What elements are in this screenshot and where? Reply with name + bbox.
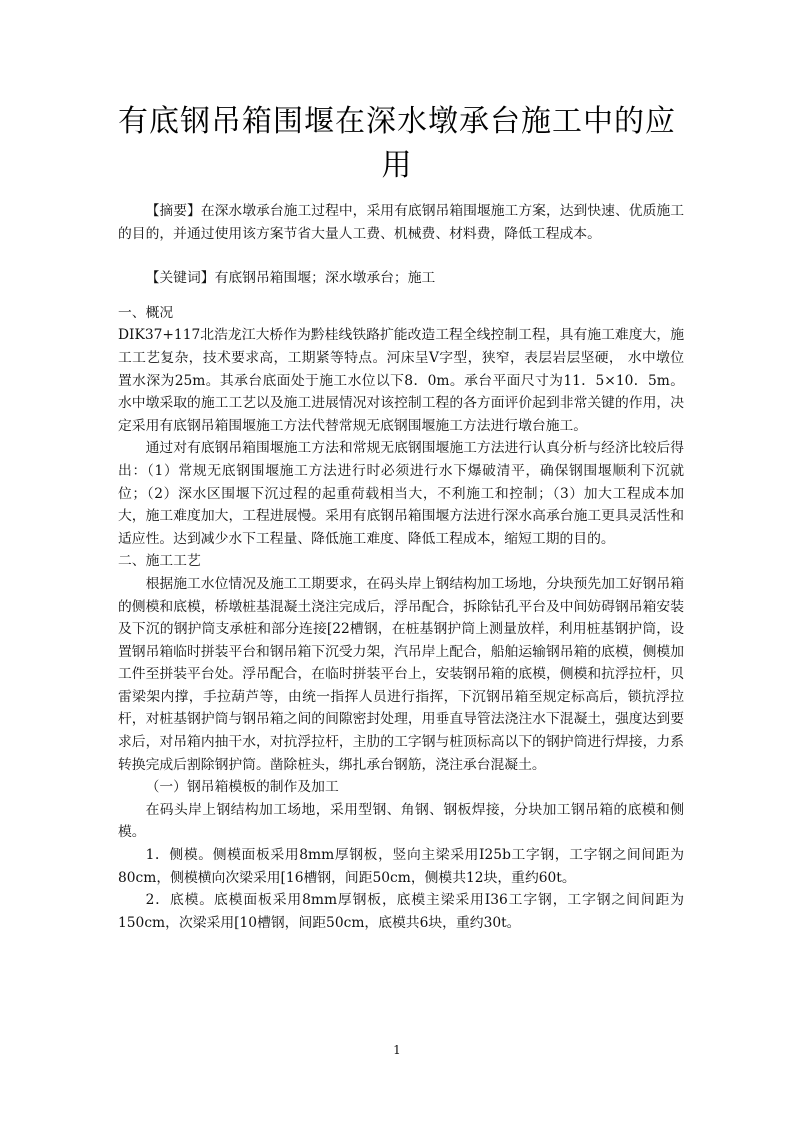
abstract-paragraph: 【摘要】在深水墩承台施工过程中，采用有底钢吊箱围堰施工方案，达到快速、优质施工的目的，并通过使用该方案节省大量人工费、机械费、材料费，降低工程成本。	[118, 203, 684, 242]
section-1-heading: 一、概况	[118, 304, 174, 321]
section-2-paragraph-1: 根据施工水位情况及施工工期要求，在码头岸上钢结构加工场地，分块预先加工好钢吊箱的侧模和底模，桥墩桩基混凝土浇注完成后，浮吊配合，拆除钻孔平台及中间妨碍钢吊箱安装及下沉的钢护筒支承桩和部分连接[22槽钢，在桩基钢护筒上测量放样，利用桩基钢护筒，设置钢吊箱临时拼装平台和钢吊箱下沉受力架，汽吊岸上配合，船舶运输钢吊箱的底模，侧模加工件至拼装平台处。浮吊配合，在临时拼装平台上，安装钢吊箱的底模，侧模和抗浮拉杆，贝雷梁架内撑，手拉葫芦等，由统一指挥人员进行指挥，下沉钢吊箱至规定标高后，锁抗浮拉杆，对桩基钢护筒与钢吊箱之间的间隙密封处理，用垂直导管法浇注水下混凝土，强度达到要求后，对吊箱内抽干水，对抗浮拉杆，主肋的工字钢与桩顶标高以下的钢护筒进行焊接，力系转换完成后割除钢护筒。凿除桩头，绑扎承台钢筋，浇注承台混凝土。	[118, 575, 684, 773]
page-number: 1	[393, 1043, 401, 1057]
section-2-heading: 二、施工工艺	[118, 553, 201, 570]
subsection-1-heading: （一）钢吊箱模板的制作及加工	[145, 779, 339, 796]
document-body	[118, 200, 684, 934]
document-title: 有底钢吊箱围堰在深水墩承台施工中的应用	[118, 104, 676, 183]
section-1-paragraph-1: DIK37+117北浩龙江大桥作为黔桂线铁路扩能改造工程全线控制工程，具有施工难度大，施工工艺复杂，技术要求高，工期紧等特点。河床呈V字型，狭窄，表层岩层坚硬， 水中墩位置水深为25m。其承台底面处于施工水位以下8．0m。承台平面尺寸为11．5×10．5m。水中墩采取的施工工艺以及施工进展情况对该控制工程的各方面评价起到非常关键的作用，决定采用有底钢吊箱围堰施工方法代替常规无底钢围堰施工方法进行墩台施工。	[118, 327, 684, 434]
keywords-paragraph: 【关键词】有底钢吊箱围堰；深水墩承台；施工	[145, 270, 436, 287]
subsection-1-paragraph: 在码头岸上钢结构加工场地，采用型钢、角钢、钢板焊接，分块加工钢吊箱的底模和侧模。	[118, 801, 684, 841]
list-item-bottom-form: 2．底模。底模面板采用8mm厚钢板，底模主梁采用I36工字钢，工字钢之间间距为150cm，次梁采用[10槽钢，间距50cm，底模共6块，重约30t。	[118, 892, 684, 931]
list-item-side-form: 1．侧模。侧模面板采用8mm厚钢板，竖向主梁采用I25b工字钢，工字钢之间间距为80cm，侧模横向次梁采用[16槽钢，间距50cm，侧模共12块，重约60t。	[118, 847, 684, 886]
section-1-paragraph-2: 通过对有底钢吊箱围堰施工方法和常规无底钢围堰施工方法进行认真分析与经济比较后得出：（1）常规无底钢围堰施工方法进行时必须进行水下爆破清平，确保钢围堰顺利下沉就位；（2）深水区围堰下沉过程的起重荷载相当大，不利施工和控制；（3）加大工程成本加大，施工难度加大，工程进展慢。采用有底钢吊箱围堰方法进行深水高承台施工更具灵活性和适应性。达到减少水下工程量、降低施工难度、降低工程成本，缩短工期的目的。	[118, 440, 684, 547]
